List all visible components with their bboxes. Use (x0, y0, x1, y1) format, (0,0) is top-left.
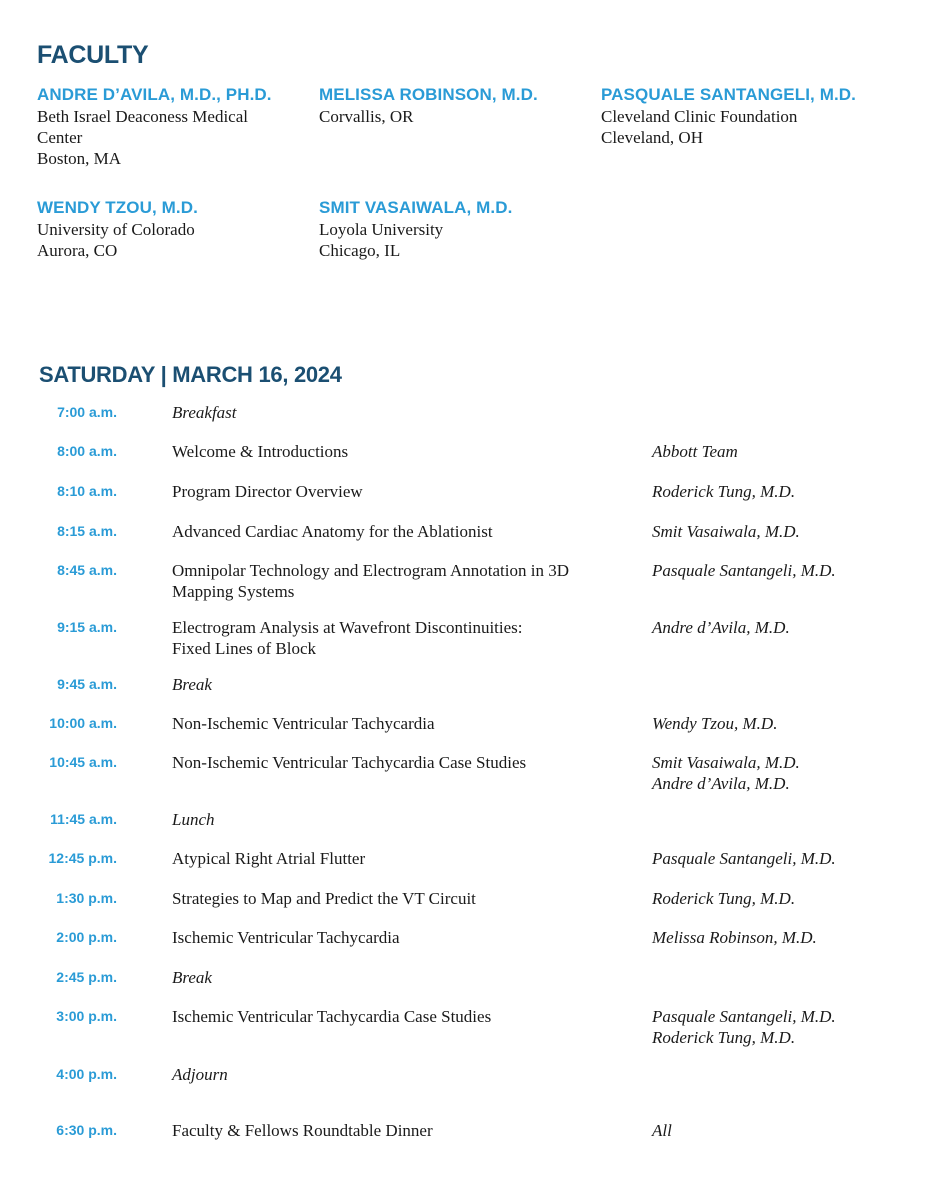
session-title-line: Program Director Overview (172, 482, 363, 501)
faculty-member (37, 84, 307, 169)
session-speakers (652, 1006, 932, 1048)
session-speakers (652, 617, 932, 638)
speaker-name: Wendy Tzou, M.D. (652, 714, 778, 733)
session-time: 8:00 a.m. (57, 443, 117, 459)
session-title-line: Lunch (172, 810, 215, 829)
session-title (172, 927, 632, 948)
session-speakers (652, 481, 932, 502)
session-title (172, 848, 632, 869)
day-heading: SATURDAY | MARCH 16, 2024 (39, 362, 342, 387)
session-time: 10:45 a.m. (49, 754, 117, 770)
speaker-name: Andre d’Avila, M.D. (652, 618, 790, 637)
session-title (172, 1006, 632, 1027)
faculty-member (319, 197, 589, 261)
session-speakers (652, 752, 932, 794)
speaker-name: Pasquale Santangeli, M.D. (652, 561, 836, 580)
faculty-affiliation: Beth Israel Deaconess Medical (37, 107, 248, 126)
faculty-name: SMIT VASAIWALA, M.D. (319, 198, 513, 217)
speaker-name: All (652, 1121, 672, 1140)
faculty-member (601, 84, 931, 148)
faculty-location: Boston, MA (37, 149, 122, 168)
speaker-name: Melissa Robinson, M.D. (652, 928, 817, 947)
session-speakers (652, 521, 932, 542)
faculty-member (37, 197, 307, 261)
speaker-name: Andre d’Avila, M.D. (652, 774, 790, 793)
session-title (172, 441, 632, 462)
session-time: 7:00 a.m. (57, 404, 117, 420)
faculty-location: Aurora, CO (37, 241, 118, 260)
session-speakers (652, 888, 932, 909)
faculty-name: ANDRE D’AVILA, M.D., PH.D. (37, 85, 272, 104)
session-speakers (652, 848, 932, 869)
session-title (172, 617, 632, 659)
speaker-name: Smit Vasaiwala, M.D. (652, 753, 800, 772)
session-title (172, 1064, 632, 1085)
session-title (172, 967, 632, 988)
session-speakers (652, 560, 932, 581)
session-time: 3:00 p.m. (56, 1008, 117, 1024)
session-time: 9:15 a.m. (57, 619, 117, 635)
session-title-line: Break (172, 675, 212, 694)
session-speakers (652, 927, 932, 948)
faculty-affiliation: Cleveland Clinic Foundation (601, 107, 798, 126)
session-title (172, 674, 632, 695)
session-time: 8:15 a.m. (57, 523, 117, 539)
session-speakers (652, 441, 932, 462)
session-title-line: Non-Ischemic Ventricular Tachycardia (172, 714, 435, 733)
faculty-location: Chicago, IL (319, 241, 401, 260)
speaker-name: Pasquale Santangeli, M.D. (652, 1007, 836, 1026)
session-title-line: Welcome & Introductions (172, 442, 349, 461)
session-time: 4:00 p.m. (56, 1066, 117, 1082)
faculty-location: Cleveland, OH (601, 128, 703, 147)
session-title-line: Non-Ischemic Ventricular Tachycardia Case Studies (172, 753, 527, 772)
session-time: 8:45 a.m. (57, 562, 117, 578)
session-title-line: Breakfast (172, 403, 237, 422)
session-title-line: Mapping Systems (172, 582, 295, 601)
session-title-line: Faculty & Fellows Roundtable Dinner (172, 1121, 433, 1140)
session-time: 10:00 a.m. (49, 715, 117, 731)
speaker-name: Roderick Tung, M.D. (652, 1028, 796, 1047)
faculty-location: Corvallis, OR (319, 107, 414, 126)
session-title-line: Atypical Right Atrial Flutter (172, 849, 366, 868)
speaker-name: Smit Vasaiwala, M.D. (652, 522, 800, 541)
session-speakers (652, 713, 932, 734)
session-title (172, 713, 632, 734)
session-title (172, 560, 632, 602)
faculty-name: WENDY TZOU, M.D. (37, 198, 198, 217)
faculty-affiliation: Loyola University (319, 220, 444, 239)
session-title (172, 521, 632, 542)
session-title-line: Advanced Cardiac Anatomy for the Ablationist (172, 522, 493, 541)
session-title-line: Electrogram Analysis at Wavefront Discontinuities: (172, 618, 523, 637)
faculty-affiliation: Center (37, 128, 83, 147)
faculty-name: MELISSA ROBINSON, M.D. (319, 85, 538, 104)
session-title-line: Break (172, 968, 212, 987)
session-time: 9:45 a.m. (57, 676, 117, 692)
faculty-member (319, 84, 589, 127)
session-title-line: Adjourn (172, 1065, 228, 1084)
session-title (172, 402, 632, 423)
faculty-heading: FACULTY (37, 41, 149, 69)
session-title (172, 888, 632, 909)
faculty-affiliation: University of Colorado (37, 220, 195, 239)
speaker-name: Abbott Team (652, 442, 738, 461)
speaker-name: Roderick Tung, M.D. (652, 889, 796, 908)
session-time: 2:45 p.m. (56, 969, 117, 985)
session-time: 1:30 p.m. (56, 890, 117, 906)
faculty-name: PASQUALE SANTANGELI, M.D. (601, 85, 856, 104)
session-title (172, 1120, 632, 1141)
session-title-line: Ischemic Ventricular Tachycardia Case Studies (172, 1007, 492, 1026)
speaker-name: Roderick Tung, M.D. (652, 482, 796, 501)
session-time: 8:10 a.m. (57, 483, 117, 499)
speaker-name: Pasquale Santangeli, M.D. (652, 849, 836, 868)
session-title-line: Ischemic Ventricular Tachycardia (172, 928, 400, 947)
session-speakers (652, 1120, 932, 1141)
session-title-line: Strategies to Map and Predict the VT Circuit (172, 889, 476, 908)
session-title-line: Omnipolar Technology and Electrogram Annotation in 3D (172, 561, 569, 580)
session-title-line: Fixed Lines of Block (172, 639, 317, 658)
session-title (172, 481, 632, 502)
session-time: 2:00 p.m. (56, 929, 117, 945)
session-time: 11:45 a.m. (50, 811, 117, 827)
session-time: 6:30 p.m. (56, 1122, 117, 1138)
session-time: 12:45 p.m. (48, 850, 117, 866)
session-title (172, 752, 632, 773)
session-title (172, 809, 632, 830)
